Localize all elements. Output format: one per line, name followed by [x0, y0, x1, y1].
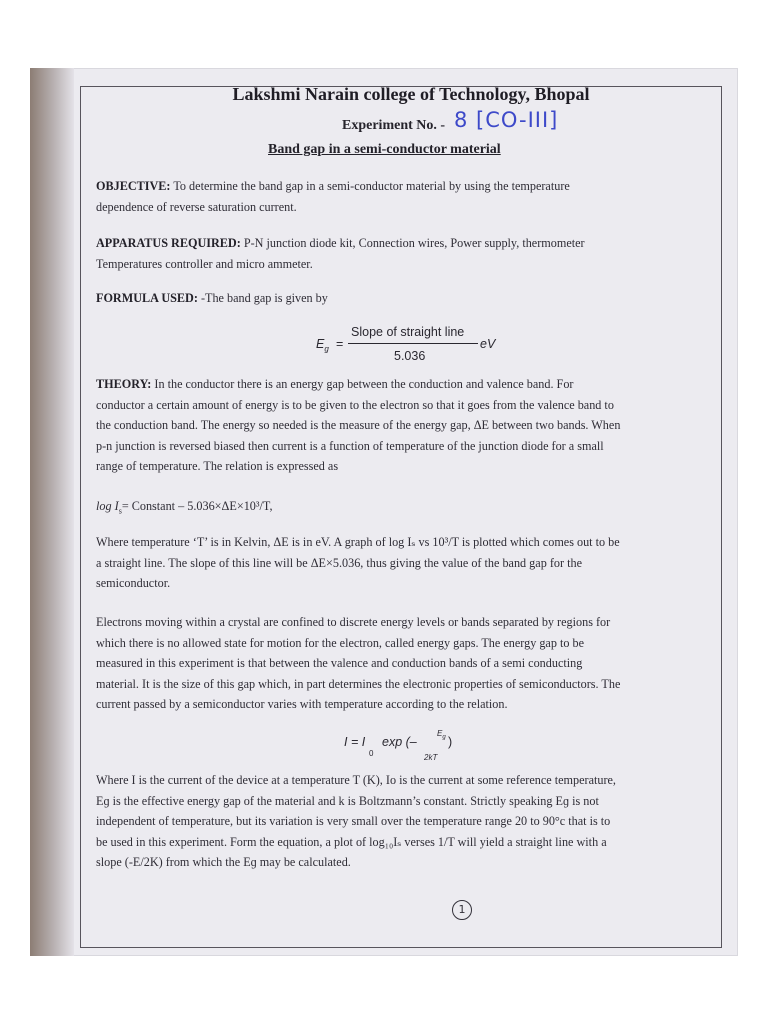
- relation-log-is: log I: [96, 499, 119, 513]
- experiment-subtitle: Band gap in a semi-conductor material: [268, 142, 501, 157]
- eq-den: 2kT: [424, 753, 438, 762]
- theory-line: conductor a certain amount of energy is to be given to the electron so that it goes from the valence band to: [96, 397, 614, 412]
- eq-num: $E_g$: [437, 729, 446, 741]
- theory-line: In the conductor there is an energy gap between the conduction and valence band. For: [154, 377, 574, 391]
- electrons-line: measured in this experiment is that between the valence and conduction bands of a semi conducting: [96, 656, 583, 670]
- formula-fraction-bar: [348, 343, 478, 344]
- closing-line: Eɡ is the effective energy gap of the material and k is Boltzmann’s constant. Strictly speaking Eɡ is not: [96, 793, 599, 808]
- formula-numerator: Slope of straight line: [351, 325, 465, 339]
- apparatus-label: APPARATUS REQUIRED:: [96, 236, 241, 250]
- objective-line1: To determine the band gap in a semi-conductor material by using the temperature: [173, 179, 570, 193]
- objective-section: [96, 176, 704, 217]
- electrons-line: Electrons moving within a crystal are confined to discrete energy levels or bands separated by regions for: [96, 615, 611, 629]
- electrons-line: which there is no allowed state for motion for the electron, called energy gaps. The energy gap to be: [96, 635, 585, 650]
- theory-line: p-n junction is reversed biased then current is a function of temperature of the junction diode for a small: [96, 438, 604, 453]
- formula-unit: eV: [480, 337, 496, 351]
- eq-exp: exp (–: [382, 735, 417, 749]
- closing-line: be used in this experiment. Form the equation, a plot of log₁₀Iₛ verses 1/T will yield a straight line with a: [96, 834, 607, 849]
- formula-equals: =: [336, 337, 344, 351]
- apparatus-line2: Temperatures controller and micro ammeter.: [96, 256, 313, 271]
- closing-paragraph: [96, 770, 704, 873]
- where-line: Where temperature ‘T’ is in Kelvin, ΔE is in eV. A graph of log Iₛ vs 10³/T is plotted which comes out to be: [96, 535, 620, 549]
- objective-label: OBJECTIVE:: [96, 179, 171, 193]
- electrons-paragraph: [96, 612, 704, 715]
- theory-line: the conduction band. The energy so needed is the measure of the energy gap, ΔE between two bands. When: [96, 418, 621, 432]
- eq-lhs: I = I: [344, 735, 366, 749]
- apparatus-line1: P-N junction diode kit, Connection wires, Power supply, thermometer: [243, 236, 585, 250]
- closing-line: independent of temperature, but its variation is very small over the temperature range 20 to 90°c that is to: [96, 814, 611, 828]
- theory-where: [96, 532, 704, 594]
- experiment-number-handwritten: 8 [CO-III]: [454, 108, 559, 132]
- relation-rest: = Constant – 5.036×ΔE×10³/T,: [121, 499, 273, 513]
- apparatus-section: [96, 233, 704, 274]
- formula-used-text: -The band gap is given by: [200, 291, 328, 305]
- paper-shadow-edge: [30, 68, 74, 956]
- closing-line: slope (-E/2K) from which the Eɡ may be calculated.: [96, 855, 351, 869]
- eq-close: ): [448, 735, 453, 749]
- electrons-line: material. It is the size of this gap which, in part determines the electronic properties of semiconductors. The: [96, 676, 621, 691]
- where-line: semiconductor.: [96, 576, 171, 590]
- where-line: a straight line. The slope of this line will be ΔE×5.036, thus giving the value of the band gap for the: [96, 555, 582, 570]
- theory-relation: [96, 496, 704, 522]
- formula-used-label: FORMULA USED:: [96, 291, 198, 305]
- relation-subscript: s: [118, 506, 122, 516]
- college-title: Lakshmi Narain college of Technology, Bhopal: [232, 84, 590, 104]
- electrons-line: current passed by a semiconductor varies with temperature according to the relation.: [96, 697, 508, 711]
- closing-line: Where I is the current of the device at a temperature T (K), Io is the current at some reference temperature,: [96, 773, 616, 787]
- objective-line2: dependence of reverse saturation current.: [96, 199, 297, 214]
- formula-denominator: 5.036: [394, 349, 426, 363]
- eq-sub0: 0: [369, 749, 374, 758]
- document-content: [96, 80, 706, 869]
- theory-line: range of temperature. The relation is expressed as: [96, 459, 339, 473]
- theory-label: THEORY:: [96, 377, 152, 391]
- page-number: 1: [452, 900, 472, 920]
- formula-used-section: [96, 288, 704, 309]
- formula-lhs: $E_g$: [316, 337, 329, 354]
- theory-section: [96, 374, 704, 477]
- experiment-label: Experiment No. -: [342, 118, 446, 133]
